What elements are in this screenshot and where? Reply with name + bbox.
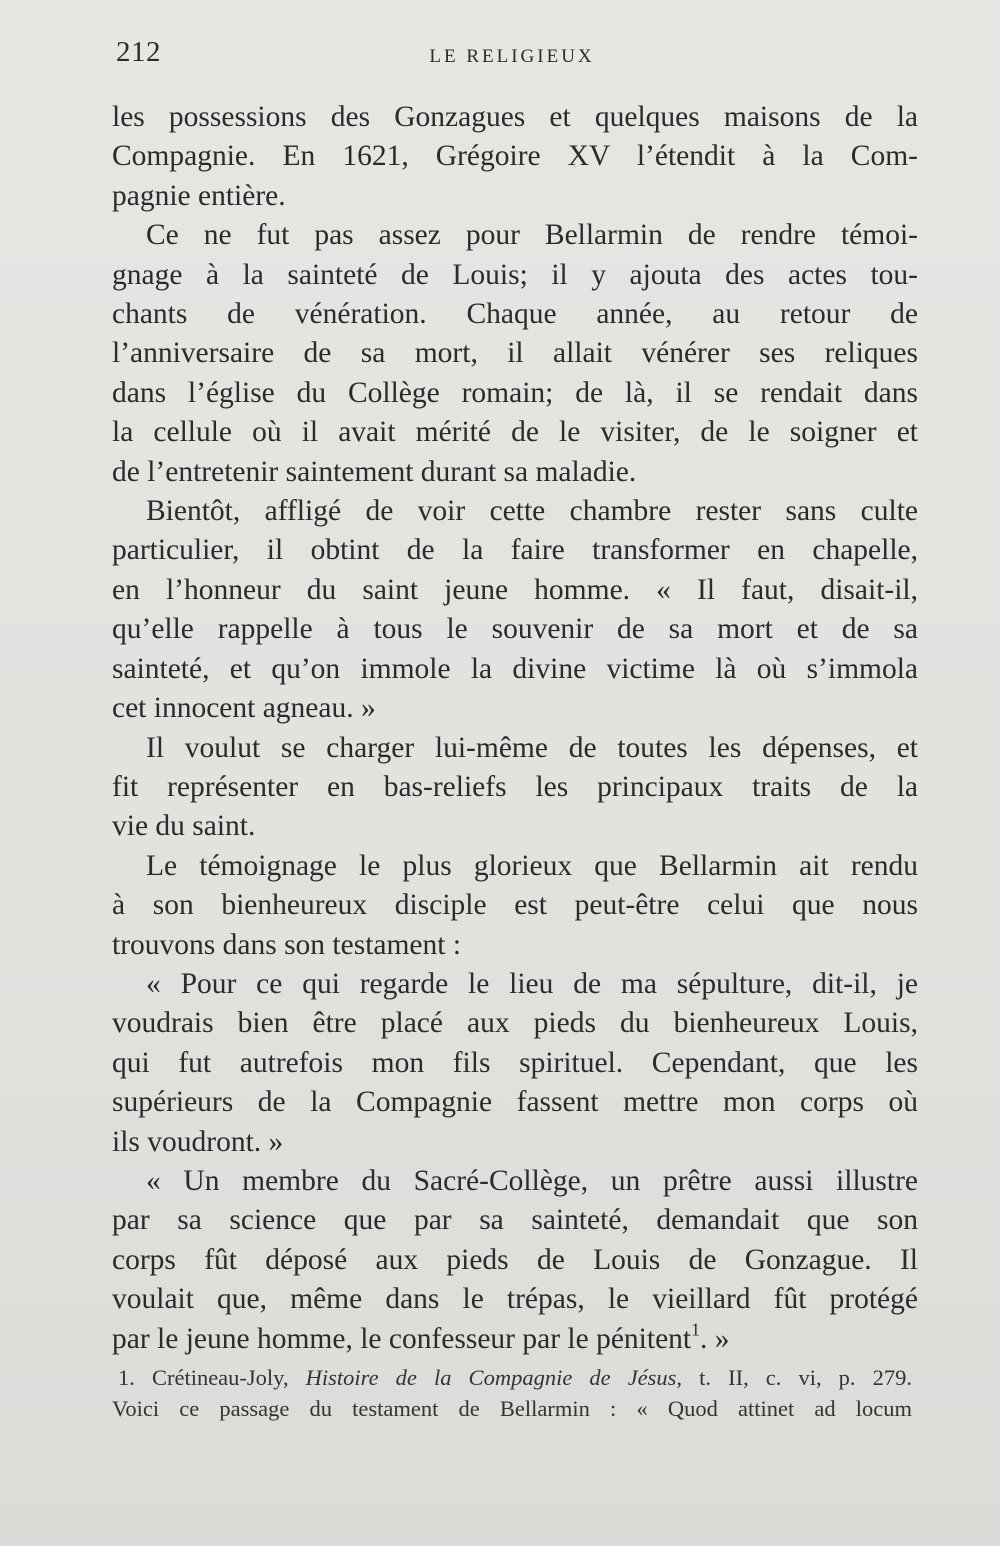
text-line-content: sainteté, et qu’on immole la divine victime là où s’immola: [112, 652, 918, 685]
text-line: [112, 531, 918, 570]
running-title: LE RELIGIEUX: [429, 46, 595, 67]
text-line: [112, 886, 918, 925]
text-line-content: à son bienheureux disciple est peut-être celui que nous: [112, 889, 918, 922]
text-line: [112, 571, 918, 610]
footnote-line: [112, 1362, 912, 1393]
text-line: [112, 1123, 918, 1162]
text-line-content: dans l’église du Collège romain; de là, il se rendait dans: [112, 376, 918, 409]
footnote-author: Crétineau-Joly,: [151, 1365, 289, 1390]
text-line-content: vie du saint.: [112, 810, 256, 843]
text-line: [112, 1320, 918, 1359]
text-line-content: Le témoignage le plus glorieux que Bellarmin ait rendu: [146, 849, 918, 882]
text-line: [112, 492, 918, 531]
footnote-number: 1.: [118, 1365, 135, 1390]
closing-quote: . »: [699, 1322, 730, 1355]
text-line: [112, 768, 918, 807]
text-line-content: particulier, il obtint de la faire transformer en chapelle,: [112, 534, 918, 567]
text-line: [112, 847, 918, 886]
text-line-content: Compagnie. En 1621, Grégoire XV l’étendit à la Com-: [112, 140, 918, 173]
text-line-content: voudrais bien être placé aux pieds du bienheureux Louis,: [112, 1007, 918, 1040]
text-line-content: la cellule où il avait mérité de le visiter, de le soigner et: [112, 416, 918, 449]
text-line: [112, 807, 918, 846]
text-line-content: qu’elle rappelle à tous le souvenir de sa mort et de sa: [112, 613, 918, 646]
text-line: [112, 334, 918, 373]
text-line: [112, 1162, 918, 1201]
footnote-title: Histoire de la Compagnie de Jésus,: [305, 1365, 683, 1390]
text-line-content: de l’entretenir saintement durant sa maladie.: [112, 455, 637, 488]
text-line-content: supérieurs de la Compagnie fassent mettre mon corps où: [112, 1086, 918, 1119]
text-line-content: l’anniversaire de sa mort, il allait vénérer ses reliques: [112, 337, 918, 370]
text-line: [112, 374, 918, 413]
text-line-content: ils voudront. »: [112, 1125, 284, 1158]
text-line: [112, 216, 918, 255]
text-line: [112, 1004, 918, 1043]
text-line: [112, 650, 918, 689]
text-line: [112, 295, 918, 334]
footnotes: [112, 1362, 912, 1424]
text-line-content: qui fut autrefois mon fils spirituel. Cependant, que les: [112, 1046, 918, 1079]
text-line-content: Bientôt, affligé de voir cette chambre rester sans culte: [146, 495, 918, 528]
text-line: [112, 1083, 918, 1122]
text-line-content: les possessions des Gonzagues et quelques maisons de la: [112, 101, 918, 133]
text-line: [112, 965, 918, 1004]
text-line-content: gnage à la sainteté de Louis; il y ajouta des actes tou-: [112, 258, 918, 291]
text-line-content: trouvons dans son testament :: [112, 928, 462, 961]
text-line: [112, 729, 918, 768]
text-line: [112, 926, 918, 965]
text-line: [112, 610, 918, 649]
body-text: [112, 98, 918, 1359]
text-line: [112, 689, 918, 728]
text-line: [112, 1280, 918, 1319]
text-line-content: par sa science que par sa sainteté, demandait que son: [112, 1204, 918, 1237]
text-line: [112, 1201, 918, 1240]
text-line: [112, 177, 918, 216]
text-line-content: corps fût déposé aux pieds de Louis de Gonzague. Il: [112, 1243, 918, 1276]
text-line-content: fit représenter en bas-reliefs les principaux traits de la: [112, 770, 918, 803]
text-line-content: pagnie entière.: [112, 179, 286, 212]
text-line: [112, 453, 918, 492]
text-line-content: « Un membre du Sacré-Collège, un prêtre aussi illustre: [146, 1164, 918, 1197]
text-line-content: en l’honneur du saint jeune homme. « Il faut, disait-il,: [112, 573, 918, 606]
text-line-content: chants de vénération. Chaque année, au retour de: [112, 298, 918, 331]
text-line-content: Il voulut se charger lui-même de toutes les dépenses, et: [146, 731, 918, 764]
text-line-content: par le jeune homme, le confesseur par le pénitent: [112, 1322, 692, 1355]
page-number: 212: [116, 36, 161, 68]
text-line: [112, 413, 918, 452]
text-line-content: « Pour ce qui regarde le lieu de ma sépulture, dit-il, je: [146, 967, 918, 1000]
footnote-line-2: Voici ce passage du testament de Bellarmin : « Quod attinet ad locum: [112, 1396, 912, 1421]
text-line: [112, 98, 918, 137]
text-line: [112, 137, 918, 176]
text-line: [112, 256, 918, 295]
footnote-reference: 1: [691, 1319, 700, 1340]
text-line: [112, 1241, 918, 1280]
footnote-citation: t. II, c. vi, p. 279.: [699, 1365, 912, 1390]
text-line: [112, 1044, 918, 1083]
page-header: [112, 36, 912, 76]
text-line-content: voulait que, même dans le trépas, le vieillard fût protégé: [112, 1283, 918, 1316]
text-line-content: Ce ne fut pas assez pour Bellarmin de rendre témoi-: [146, 219, 918, 252]
text-line-content: cet innocent agneau. »: [112, 692, 376, 725]
